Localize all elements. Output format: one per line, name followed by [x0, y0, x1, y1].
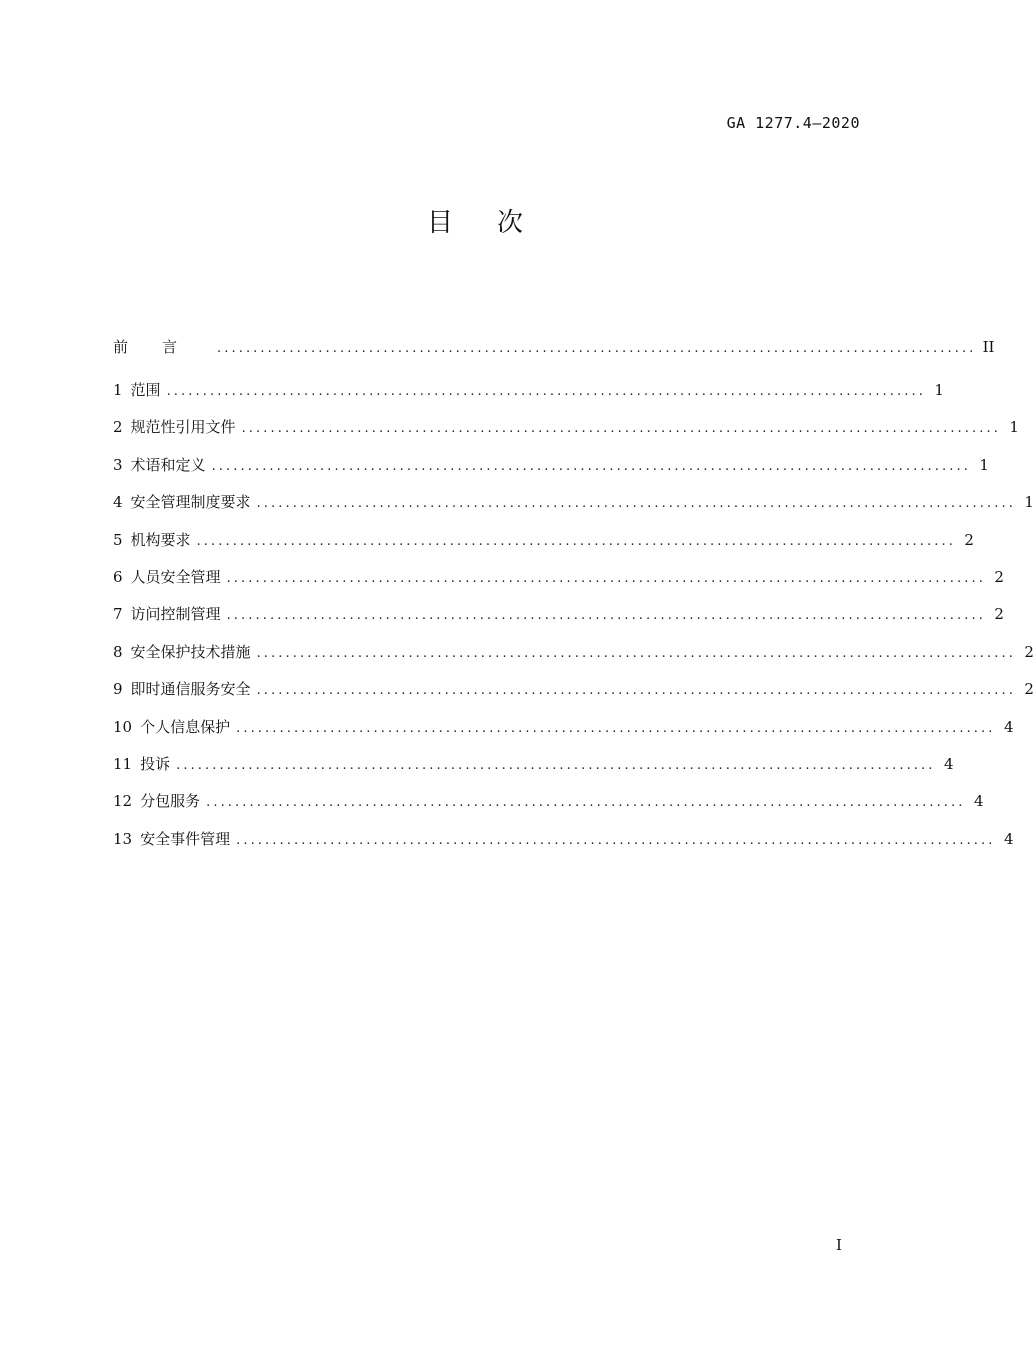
toc-entry[interactable] [113, 753, 954, 790]
dot-leader: ......................................................................................................... [256, 683, 1016, 699]
toc-entry[interactable] [113, 566, 1004, 603]
toc-entry-page: 1 [979, 455, 989, 474]
toc-entry-number: 6 [113, 567, 123, 586]
dot-leader: ......................................................................................................... [256, 645, 1016, 661]
toc-entry-page: 2 [1024, 642, 1034, 661]
toc-entry-label: 安全事件管理 [140, 829, 231, 848]
dot-leader: ......................................................................................................... [176, 757, 936, 773]
toc-entry-title [113, 491, 251, 513]
dot-leader: ......................................................................................................... [236, 832, 996, 848]
toc-entry-page: II [982, 338, 995, 356]
toc-entry[interactable] [113, 603, 1004, 640]
toc-entry-number: 1 [113, 381, 123, 399]
toc-entry[interactable] [113, 828, 1014, 865]
toc-entry-label: 安全保护技术措施 [130, 642, 251, 661]
toc-entry-label: 范围 [130, 381, 161, 399]
toc-entry-title [113, 828, 230, 850]
toc-entry-page: 4 [943, 754, 954, 773]
toc-entry-title [113, 641, 251, 663]
toc-entry-label: 人员安全管理 [130, 567, 221, 586]
toc-entry-title [113, 790, 200, 812]
toc-entry-page: 2 [994, 605, 1004, 624]
toc-entry-label: 个人信息保护 [140, 717, 231, 736]
toc-entry-number: 9 [113, 680, 123, 699]
dot-leader: ......................................................................................................... [256, 496, 1016, 512]
toc-entry-label: 分包服务 [140, 792, 201, 811]
toc-entry-label: 访问控制管理 [130, 605, 221, 624]
toc-entry-page: 2 [1024, 680, 1034, 699]
toc-entry-number: 13 [113, 829, 133, 848]
toc-entry-page: 2 [964, 530, 974, 549]
toc-entry-label: 即时通信服务安全 [130, 680, 251, 699]
toc-entry-page: 4 [973, 792, 984, 811]
dot-leader: ......................................................................................................... [166, 384, 926, 399]
toc-entry-label: 机构要求 [130, 530, 191, 549]
dot-leader: ......................................................................................................... [226, 570, 986, 586]
toc-entry-foreword[interactable] [113, 336, 995, 379]
toc-entry-number: 10 [113, 717, 133, 736]
toc-entry-label: 安全管理制度要求 [130, 493, 251, 512]
toc-entry-title [113, 716, 230, 738]
toc-entry-title [113, 603, 221, 625]
dot-leader: ......................................................................................................... [196, 533, 956, 549]
toc-entry-number: 2 [113, 418, 123, 437]
toc-entry-label: 前言 [113, 338, 212, 356]
dot-leader: ......................................................................................................... [226, 608, 986, 624]
toc-entry[interactable] [113, 379, 944, 416]
dot-leader: ......................................................................................................... [217, 341, 977, 356]
dot-leader: ......................................................................................................... [241, 421, 1001, 437]
dot-leader: ......................................................................................................... [206, 795, 966, 811]
dot-leader: ......................................................................................................... [211, 458, 971, 474]
toc-entry-number: 12 [113, 792, 133, 811]
toc-entry[interactable] [113, 416, 1019, 453]
toc-entry-number: 8 [113, 642, 123, 661]
toc-entry[interactable] [113, 491, 1034, 528]
toc-entry-title [113, 566, 221, 588]
toc-entry-title [113, 529, 191, 551]
toc-entry-number: 7 [113, 605, 123, 624]
toc-entry-title [113, 379, 161, 401]
toc-entry-number: 4 [113, 493, 123, 512]
toc-entry-number: 3 [113, 455, 123, 474]
toc-entry[interactable] [113, 529, 974, 566]
document-code: GA 1277.4—2020 [726, 114, 860, 132]
toc-entry-page: 2 [994, 567, 1004, 586]
toc-entry-label: 投诉 [140, 754, 171, 773]
page-number: I [836, 1236, 842, 1254]
dot-leader: ......................................................................................................... [236, 720, 996, 736]
toc-entry-number: 11 [113, 754, 133, 773]
toc-entry-page: 4 [1003, 717, 1014, 736]
toc-entry[interactable] [113, 641, 1034, 678]
toc-entry-page: 1 [1024, 493, 1034, 512]
toc-entry-label: 术语和定义 [130, 455, 206, 474]
toc-entry-label: 规范性引用文件 [130, 418, 236, 437]
toc-entry-title [113, 416, 236, 438]
toc-entry-title [113, 753, 170, 775]
toc-entry-page: 1 [1009, 418, 1019, 437]
toc-entry-page: 4 [1003, 829, 1014, 848]
toc-entry-title [113, 454, 206, 476]
toc-entry[interactable] [113, 790, 984, 827]
page-title: 目次 [426, 208, 567, 238]
toc-entry[interactable] [113, 454, 989, 491]
toc-entry[interactable] [113, 678, 1034, 715]
table-of-contents [113, 336, 1034, 865]
toc-entry[interactable] [113, 716, 1014, 753]
toc-entry-page: 1 [934, 381, 944, 399]
toc-entry-title [113, 678, 251, 700]
toc-entry-number: 5 [113, 530, 123, 549]
